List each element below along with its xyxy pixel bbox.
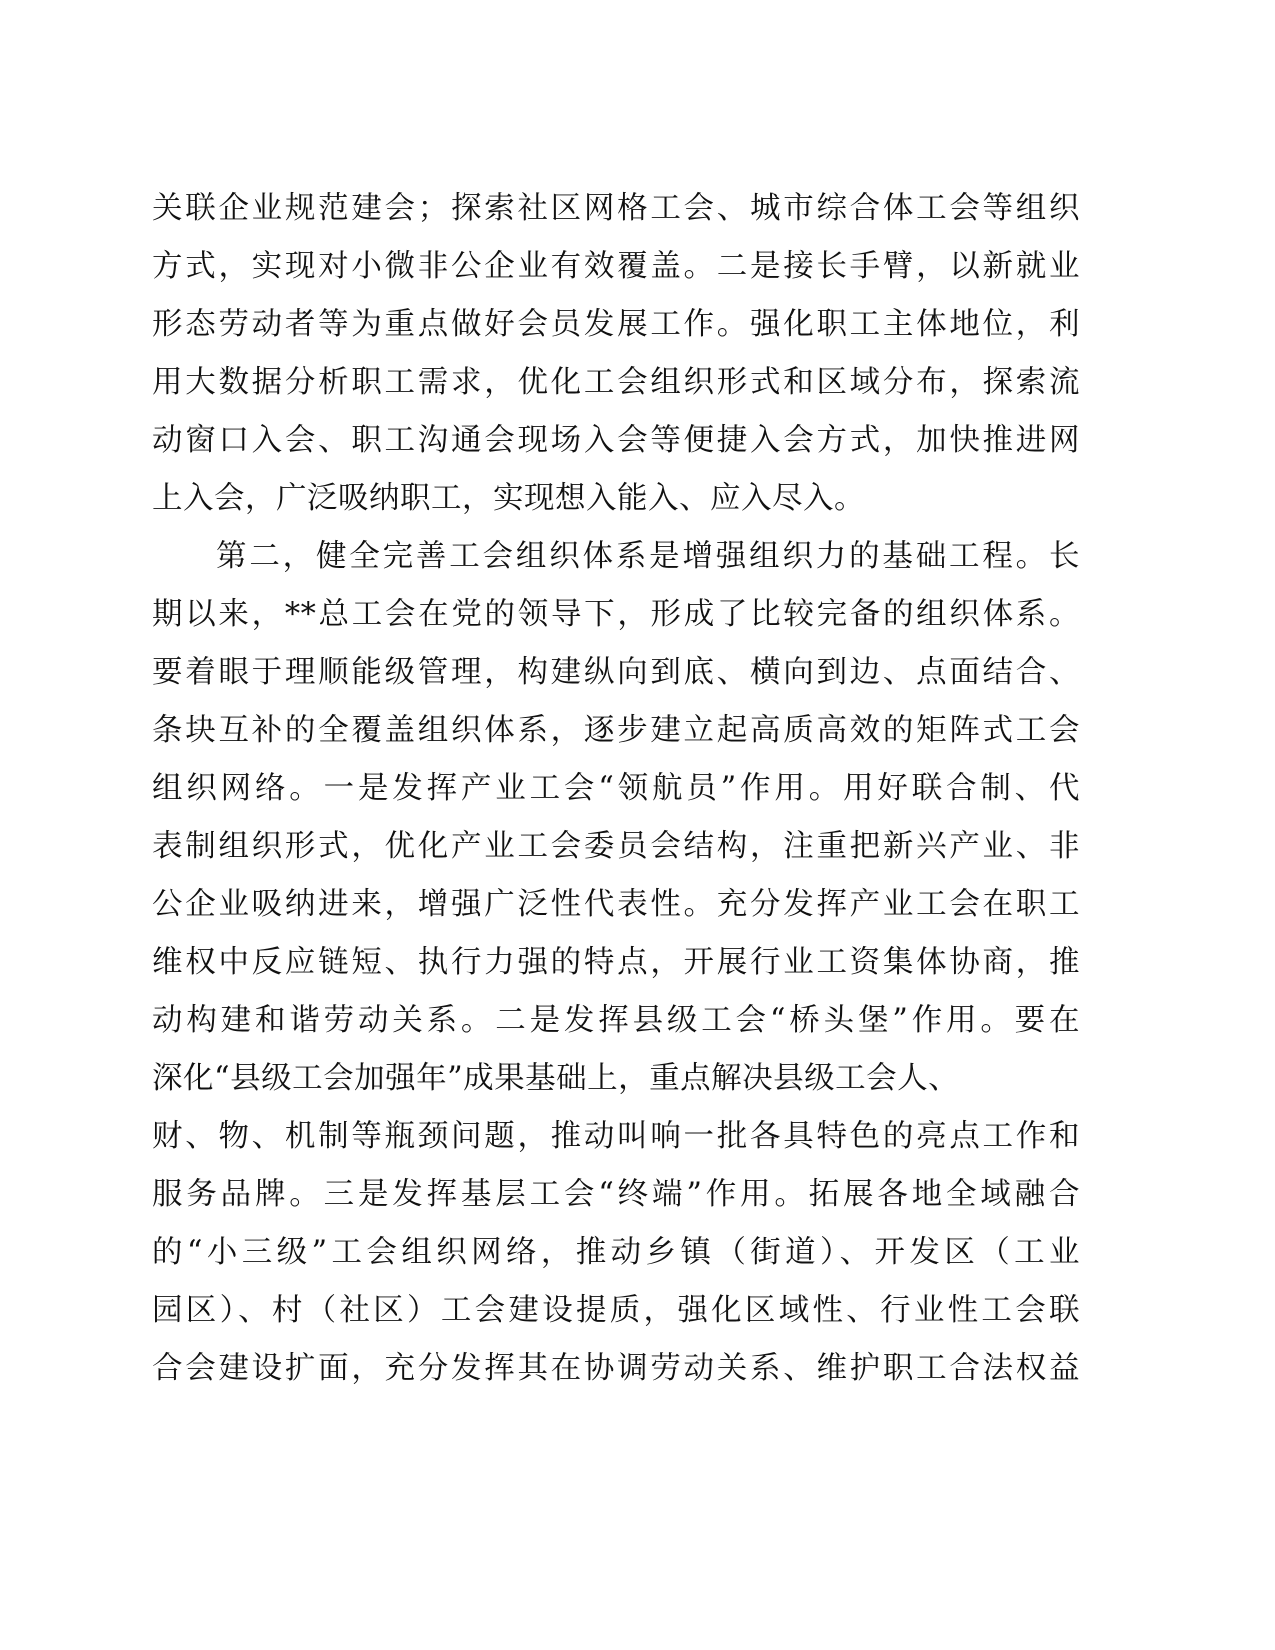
text-line: 表制组织形式，优化产业工会委员会结构，注重把新兴产业、非 [152,829,1080,864]
text-line: 深化“县级工会加强年”成果基础上，重点解决县级工会人、 [152,1061,960,1096]
text-line: 动构建和谐劳动关系。二是发挥县级工会“桥头堡”作用。要在 [152,1003,1080,1038]
text-line: 条块互补的全覆盖组织体系，逐步建立起高质高效的矩阵式工会 [152,713,1080,748]
text-line: 动窗口入会、职工沟通会现场入会等便捷入会方式，加快推进网 [152,423,1080,458]
text-line: 园区）、村（社区）工会建设提质，强化区域性、行业性工会联 [152,1293,1080,1328]
text-line: 公企业吸纳进来，增强广泛性代表性。充分发挥产业工会在职工 [152,887,1080,922]
text-line: 的“小三级”工会组织网络，推动乡镇（街道）、开发区（工业 [152,1235,1080,1270]
text-line: 服务品牌。三是发挥基层工会“终端”作用。拓展各地全域融合 [152,1177,1080,1212]
text-line: 合会建设扩面，充分发挥其在协调劳动关系、维护职工合法权益 [152,1351,1080,1386]
text-line: 维权中反应链短、执行力强的特点，开展行业工资集体协商，推 [152,945,1080,980]
text-line: 形态劳动者等为重点做好会员发展工作。强化职工主体地位，利 [152,307,1080,342]
text-line: 要着眼于理顺能级管理，构建纵向到底、横向到边、点面结合、 [152,655,1080,690]
paragraph-2 [152,528,1080,1398]
text-line: 财、物、机制等瓶颈问题，推动叫响一批各具特色的亮点工作和 [152,1119,1080,1154]
text-line: 期以来，**总工会在党的领导下，形成了比较完备的组织体系。 [152,597,1080,632]
text-line: 方式，实现对小微非公企业有效覆盖。二是接长手臂，以新就业 [152,249,1080,284]
document-body [152,180,1080,1398]
text-line: 用大数据分析职工需求，优化工会组织形式和区域分布，探索流 [152,365,1080,400]
text-line: 上入会，广泛吸纳职工，实现想入能入、应入尽入。 [152,481,865,516]
text-line: 组织网络。一是发挥产业工会“领航员”作用。用好联合制、代 [152,771,1080,806]
text-line: 关联企业规范建会；探索社区网格工会、城市综合体工会等组织 [152,191,1080,226]
paragraph-1-continued [152,180,1080,528]
text-line: 第二，健全完善工会组织体系是增强组织力的基础工程。长 [216,539,1080,574]
